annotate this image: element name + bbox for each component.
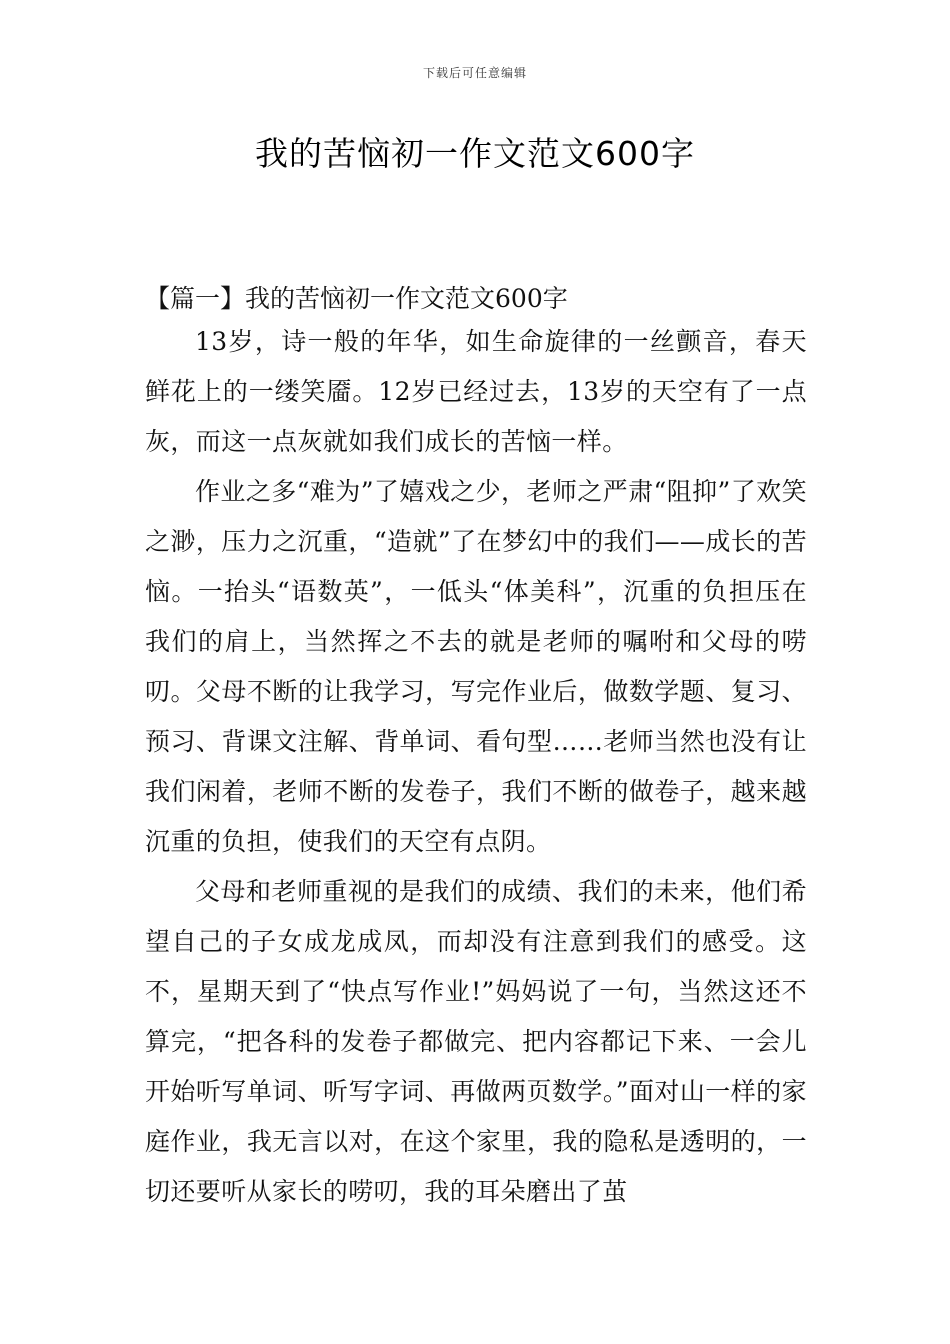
document-body bbox=[145, 280, 807, 1217]
section-heading: 【篇一】我的苦恼初一作文范文600字 bbox=[145, 284, 568, 313]
paragraph-1: 13岁，诗一般的年华，如生命旋律的一丝颤音，春天鲜花上的一缕笑靥。12岁已经过去，13岁的天空有了一点灰，而这一点灰就如我们成长的苦恼一样。 bbox=[145, 327, 807, 456]
paragraph-3: 父母和老师重视的是我们的成绩、我们的未来，他们希望自己的子女成龙成凤，而却没有注意到我们的感受。这不，星期天到了“快点写作业!”妈妈说了一句，当然这还不算完，“把各科的发卷子都做完、把内容都记下来、一会儿开始听写单词、听写字词、再做两页数学。”面对山一样的家庭作业，我无言以对，在这个家里，我的隐私是透明的，一切还要听从家长的唠叨，我的耳朵磨出了茧 bbox=[145, 877, 807, 1206]
paragraph-2: 作业之多“难为”了嬉戏之少，老师之严肃“阻抑”了欢笑之渺，压力之沉重，“造就”了在梦幻中的我们——成长的苦恼。一抬头“语数英”，一低头“体美科”，沉重的负担压在我们的肩上，当然挥之不去的就是老师的嘱咐和父母的唠叨。父母不断的让我学习，写完作业后，做数学题、复习、预习、背课文注解、背单词、看句型……老师当然也没有让我们闲着，老师不断的发卷子，我们不断的做卷子，越来越沉重的负担，使我们的天空有点阴。 bbox=[145, 477, 807, 856]
header-note: 下载后可任意编辑 bbox=[422, 66, 527, 80]
document-title: 我的苦恼初一作文范文600字 bbox=[255, 134, 695, 173]
